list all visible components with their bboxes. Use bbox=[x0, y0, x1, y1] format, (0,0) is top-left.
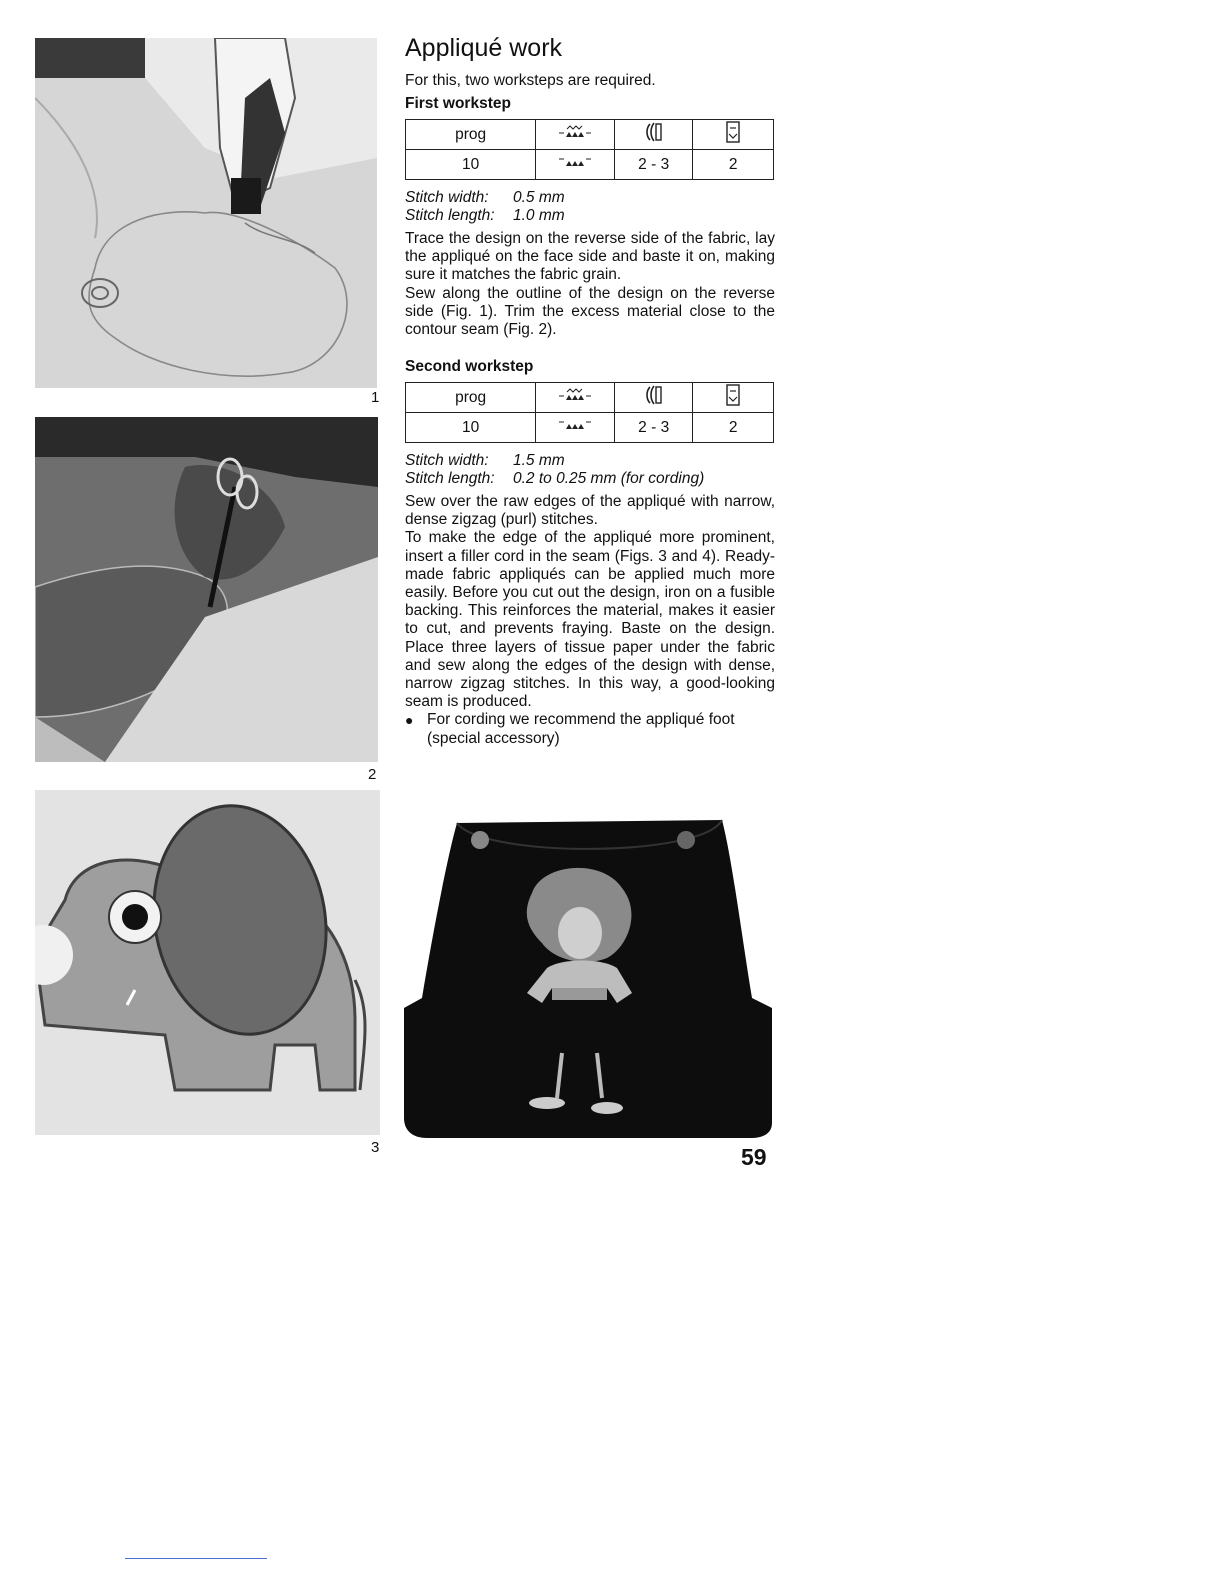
stitch-width-label: Stitch width: bbox=[405, 189, 489, 206]
second-workstep-settings-table bbox=[405, 382, 774, 443]
first-workstep-heading: First workstep bbox=[405, 95, 511, 112]
table-row bbox=[406, 150, 774, 180]
prog-value-cell: 10 bbox=[406, 150, 536, 180]
figure-3-photo bbox=[35, 790, 380, 1135]
second-workstep-heading: Second workstep bbox=[405, 358, 534, 375]
stitch-pattern-icon bbox=[536, 120, 615, 150]
stitch-length-label: Stitch length: bbox=[405, 207, 495, 225]
accessory-note-text: For cording we recommend the appliqué foot (special accessory) bbox=[427, 711, 735, 747]
figure-2-number: 2 bbox=[368, 766, 377, 783]
stitch-length-label: Stitch length: bbox=[405, 470, 495, 488]
paragraph: Trace the design on the reverse side of the fabric, lay the appliqué on the face side and baste it on, making sure it matches the fabric grain. bbox=[405, 230, 775, 284]
table-row bbox=[406, 383, 774, 413]
second-workstep-text bbox=[405, 493, 775, 748]
table-row bbox=[406, 120, 774, 150]
stitch-length-value: 1.0 mm bbox=[513, 207, 565, 225]
paragraph: To make the edge of the appliqué more prominent, insert a filler cord in the seam (Figs. 3 and 4). Ready-made fabric appliqués can be applied much more easily. Before you cut out the design, iron on a fusible backing. This reinforces the material, makes it easier to cut, and prevents fraying. Baste on the design. Place three layers of tissue paper under the fabric and sew along the edges of the design with dense, narrow zigzag stitches. In this way, a good-looking seam is produced. bbox=[405, 529, 775, 711]
intro-text: For this, two worksteps are required. bbox=[405, 72, 656, 89]
prog-value-cell: 10 bbox=[406, 413, 536, 443]
first-workstep-spec bbox=[405, 189, 565, 225]
stitch-length-value: 0.2 to 0.25 mm (for cording) bbox=[513, 470, 705, 488]
prog-label-cell: prog bbox=[406, 383, 536, 413]
table-row bbox=[406, 413, 774, 443]
first-workstep-settings-table bbox=[405, 119, 774, 180]
prog-label-cell: prog bbox=[406, 120, 536, 150]
stitch-sample-icon bbox=[536, 150, 615, 180]
foot-value-cell: 2 bbox=[693, 150, 774, 180]
foot-value-cell: 2 bbox=[693, 413, 774, 443]
stitch-width-label: Stitch width: bbox=[405, 452, 489, 469]
tension-value-cell: 2 - 3 bbox=[614, 150, 693, 180]
page-number: 59 bbox=[741, 1144, 767, 1170]
stitch-sample-icon bbox=[536, 413, 615, 443]
figure-2-photo bbox=[35, 417, 378, 762]
first-workstep-text bbox=[405, 230, 775, 339]
stitch-width-value: 0.5 mm bbox=[513, 189, 565, 206]
figure-4-photo bbox=[402, 818, 774, 1140]
page-title: Appliqué work bbox=[405, 34, 563, 62]
tension-dial-icon bbox=[614, 120, 693, 150]
figure-1-photo bbox=[35, 38, 377, 388]
tension-value-cell: 2 - 3 bbox=[614, 413, 693, 443]
second-workstep-spec bbox=[405, 452, 704, 488]
figure-3-number: 3 bbox=[371, 1139, 380, 1156]
footer-divider bbox=[125, 1558, 267, 1559]
presser-foot-icon bbox=[693, 383, 774, 413]
paragraph: Sew over the raw edges of the appliqué with narrow, dense zigzag (purl) stitches. bbox=[405, 493, 775, 529]
accessory-note bbox=[405, 711, 775, 747]
figure-1-number: 1 bbox=[371, 389, 380, 406]
stitch-pattern-icon bbox=[536, 383, 615, 413]
bullet-icon: ● bbox=[405, 712, 414, 729]
paragraph: Sew along the outline of the design on the reverse side (Fig. 1). Trim the excess material close to the contour seam (Fig. 2). bbox=[405, 284, 775, 339]
presser-foot-icon bbox=[693, 120, 774, 150]
tension-dial-icon bbox=[614, 383, 693, 413]
stitch-width-value: 1.5 mm bbox=[513, 452, 565, 469]
